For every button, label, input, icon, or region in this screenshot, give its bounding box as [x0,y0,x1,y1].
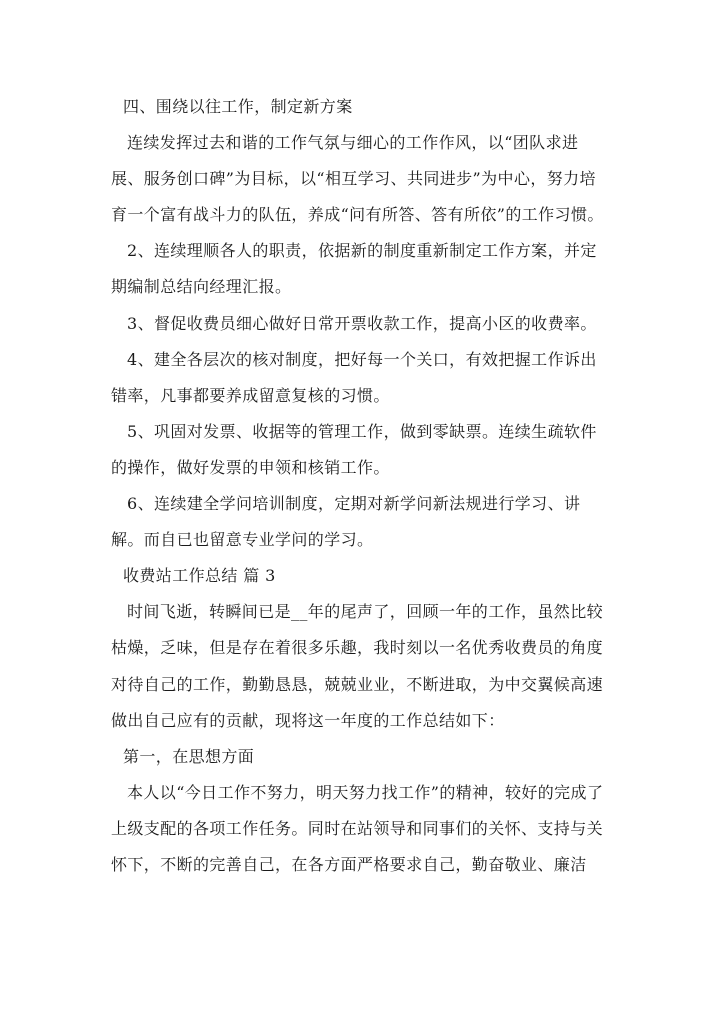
section-heading: 四、围绕以往工作，制定新方案 [123,97,353,116]
document-body [111,89,611,883]
section-heading: 收费站工作总结 篇 3 [123,566,276,586]
paragraph: 时间飞逝，转瞬间已是__年的尾声了，回顾一年的工作，虽然比较枯燥，乏味，但是存在着很多乐趣，我时刻以一名优秀收费员的角度对待自己的工作，勤勤恳恳，兢兢业业，不断进取，为中交翼候高速做出自己应有的贡献，现将这一年度的工作总结如下： [111,602,604,730]
paragraph: 6、连续建全学问培训制度，定期对新学问新法规进行学习、讲解。而自已也留意专业学问的学习。 [111,494,581,550]
paragraph: 3、督促收费员细心做好日常开票收款工作，提高小区的收费率。 [127,313,597,333]
paragraph: 2、连续理顺各人的职责，依据新的制度重新制定工作方案，并定期编制总结向经理汇报。 [111,241,597,297]
section-heading: 第一，在思想方面 [123,746,255,766]
paragraph: 4、建全各层次的核对制度，把好每一个关口，有效把握工作诉出错率，凡事都要养成留意复核的习惯。 [111,349,597,405]
paragraph: 本人以“今日工作不努力，明天努力找工作”的精神，较好的完成了上级支配的各项工作任务。同时在站领导和同事们的关怀、支持与关怀下，不断的完善自己，在各方面严格要求自己，勤奋敬业、廉洁 [111,782,604,874]
paragraph: 连续发挥过去和谐的工作气氛与细心的工作作风，以“团队求进展、服务创口碑”为目标，以“相互学习、共同进步”为中心，努力培育一个富有战斗力的队伍，养成“问有所答、答有所依”的工作习惯。 [111,133,604,225]
paragraph: 5、巩固对发票、收据等的管理工作，做到零缺票。连续生疏软件的操作，做好发票的申领和核销工作。 [111,421,597,477]
